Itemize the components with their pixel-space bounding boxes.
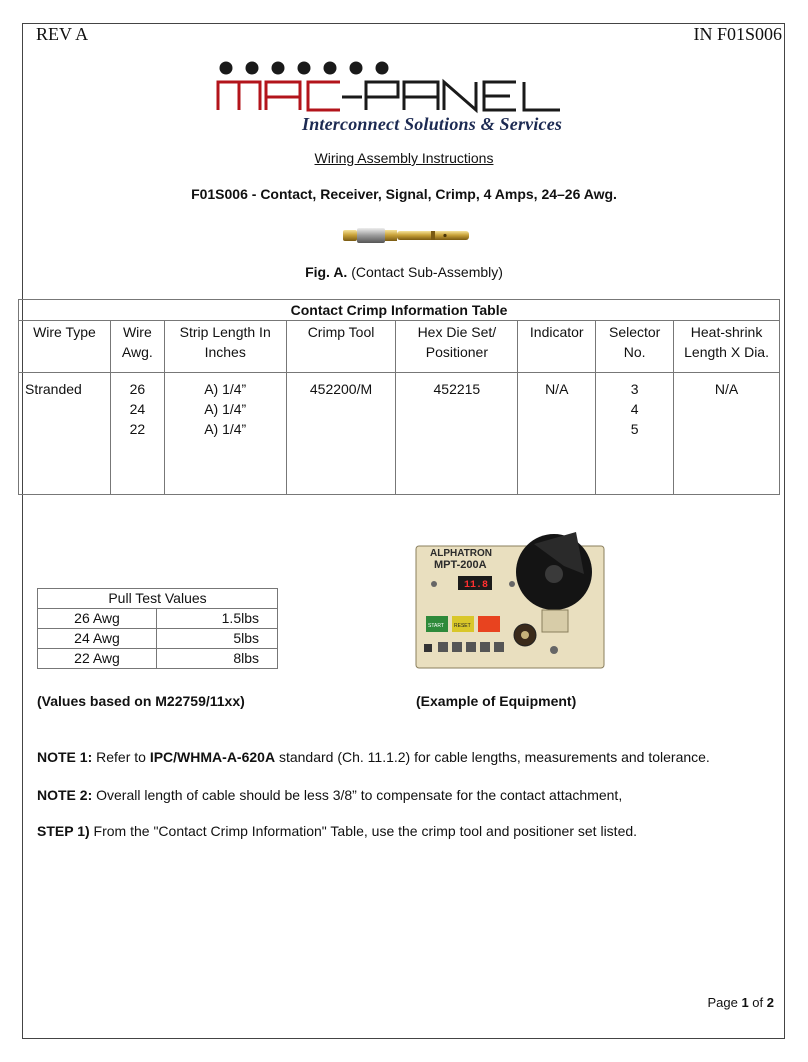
pull-awg: 22 Awg (38, 649, 157, 669)
table-row (38, 649, 278, 669)
contact-crimp-table (18, 299, 780, 495)
revision-label: REV A (36, 24, 89, 44)
cell-crimp-tool: 452200/M (286, 373, 396, 495)
header-wire-awg: Wire Awg. (110, 321, 164, 373)
cell-heatshrink: N/A (674, 373, 780, 495)
pull-value: 1.5lbs (157, 609, 278, 629)
step-1: STEP 1) From the "Contact Crimp Information" Table, use the crimp tool and positioner set listed. (37, 823, 638, 839)
cell-indicator: N/A (518, 373, 596, 495)
equipment-caption: (Example of Equipment) (416, 693, 577, 709)
pull-awg: 24 Awg (38, 629, 157, 649)
note-2: NOTE 2: Overall length of cable should be less 3/8” to compensate for the contact attachment, (37, 787, 623, 803)
cell-hex-die: 452215 (396, 373, 518, 495)
header-selector: Selector No. (596, 321, 674, 373)
document-title: Wiring Assembly Instructions (314, 150, 494, 166)
pull-value: 5lbs (157, 629, 278, 649)
table-row (38, 609, 278, 629)
equipment-brand: ALPHATRON (430, 548, 493, 559)
cell-selector: 3 4 5 (596, 373, 674, 495)
header-heatshrink: Heat-shrink Length X Dia. (674, 321, 780, 373)
header-indicator: Indicator (518, 321, 596, 373)
header-crimp-tool: Crimp Tool (286, 321, 396, 373)
start-button-label: START (428, 623, 444, 629)
page-number: Page 1 of 2 (707, 995, 774, 1010)
figure-label: Fig. A. (305, 264, 348, 280)
note-1: NOTE 1: Refer to IPC/WHMA-A-620A standard (Ch. 11.1.2) for cable lengths, measurements and tolerance. (37, 749, 710, 765)
document-subtitle: F01S006 - Contact, Receiver, Signal, Crimp, 4 Amps, 24–26 Awg. (191, 186, 617, 202)
pull-test-caption: (Values based on M22759/11xx) (37, 693, 245, 709)
header-wire-type: Wire Type (19, 321, 111, 373)
cell-wire-type: Stranded (19, 373, 111, 495)
header-strip-length: Strip Length In Inches (164, 321, 286, 373)
cell-awg: 26 24 22 (110, 373, 164, 495)
cell-strip-length: A) 1/4” A) 1/4” A) 1/4” (164, 373, 286, 495)
contact-image (343, 224, 471, 246)
pull-test-table (37, 588, 278, 669)
table-row (19, 373, 780, 495)
equipment-model: MPT-200A (434, 559, 487, 571)
figure-caption-text: (Contact Sub-Assembly) (351, 264, 503, 280)
pull-awg: 26 Awg (38, 609, 157, 629)
crimp-table-caption: Contact Crimp Information Table (19, 300, 780, 321)
reset-button-label: RESET (454, 623, 471, 629)
header-hex-die: Hex Die Set/ Positioner (396, 321, 518, 373)
crimp-table-header (19, 321, 780, 373)
table-row (38, 629, 278, 649)
page-border (22, 23, 785, 1039)
figure-caption (0, 264, 808, 280)
document-number: IN F01S006 (693, 24, 782, 44)
pull-value: 8lbs (157, 649, 278, 669)
equipment-display: 11.8 (464, 580, 489, 591)
equipment-image (414, 530, 608, 670)
logo-tagline: Interconnect Solutions & Services (302, 114, 563, 134)
pull-test-title: Pull Test Values (38, 589, 278, 609)
